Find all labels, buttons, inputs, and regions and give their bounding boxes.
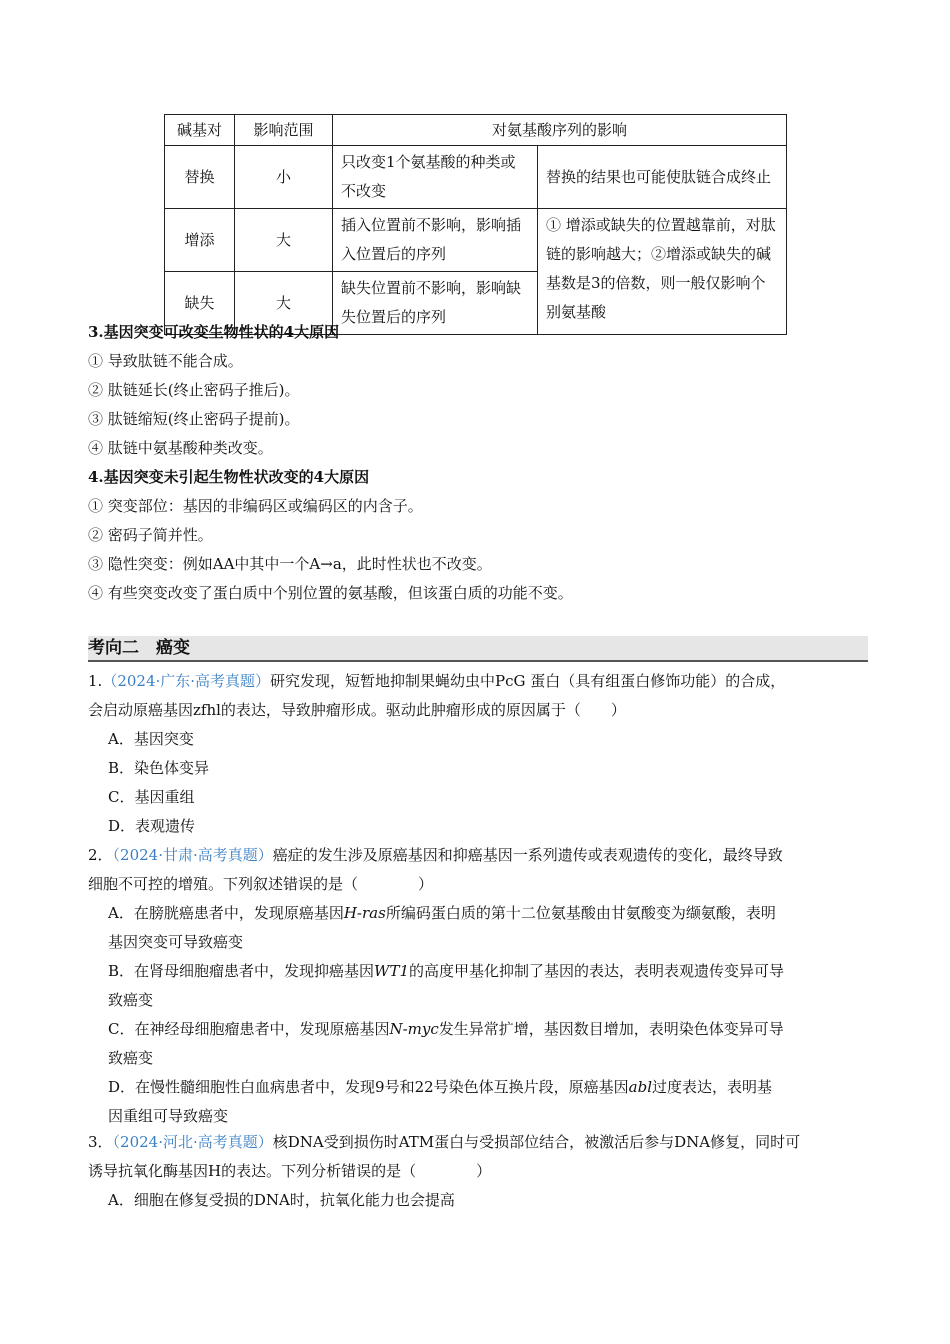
list-item: ① 导致肽链不能合成。 [88, 352, 243, 370]
row-effect: 只改变1个氨基酸的种类或不改变 [333, 146, 538, 209]
question-source: （2024·甘肃·高考真题） [112, 846, 273, 864]
option-a[interactable]: A．细胞在修复受损的DNA时，抗氧化能力也会提高 [108, 1191, 455, 1209]
question-stem [88, 841, 868, 870]
row-type: 增添 [165, 209, 235, 272]
row-type: 缺失 [165, 272, 235, 335]
mutation-effect-table [164, 114, 787, 335]
option-text: 致癌变 [108, 1049, 154, 1067]
question-source: （2024·河北·高考真题） [112, 1133, 273, 1151]
topic-title: 考向二 癌变 [88, 638, 190, 658]
row-effect: 插入位置前不影响，影响插入位置后的序列 [333, 209, 538, 272]
row-range: 小 [235, 146, 333, 209]
list-item: ② 肽链延长(终止密码子推后)。 [88, 381, 300, 399]
question-source: （2024·广东·高考真题） [102, 672, 271, 690]
section-4-title: 4.基因突变未引起生物性状改变的4大原因 [88, 468, 370, 486]
list-item: ② 密码子简并性。 [88, 526, 213, 544]
gene-name: WT1 [374, 962, 409, 980]
option-text: 致癌变 [108, 991, 154, 1009]
section-3-title: 3.基因突变可改变生物性状的4大原因 [88, 323, 340, 341]
option-c[interactable] [88, 1015, 868, 1073]
question-number: 2． [88, 846, 113, 864]
gene-name: abl [628, 1078, 653, 1096]
header-base-pair: 碱基对 [165, 115, 235, 146]
question-1 [88, 667, 868, 841]
option-a[interactable]: A．基因突变 [108, 730, 194, 748]
table-header-row [165, 115, 787, 146]
option-d[interactable] [88, 1073, 868, 1131]
row-type: 替换 [165, 146, 235, 209]
question-stem [88, 667, 868, 696]
option-text: B．在肾母细胞瘤患者中，发现抑癌基因 [108, 962, 375, 980]
section-4 [88, 463, 868, 608]
gene-name: H-ras [343, 904, 386, 922]
option-text: 因重组可导致癌变 [108, 1107, 229, 1125]
option-text: D．在慢性髓细胞性白血病患者中，发现9号和22号染色体互换片段，原癌基因 [108, 1078, 629, 1096]
table-row [165, 146, 787, 209]
table-row [165, 209, 787, 272]
row-range: 大 [235, 209, 333, 272]
option-text: 基因突变可导致癌变 [108, 933, 244, 951]
question-number: 3． [88, 1133, 113, 1151]
merged-note: ① 增添或缺失的位置越靠前，对肽链的影响越大；②增添或缺失的碱基数是3的倍数，则一般仅影响个别氨基酸 [538, 209, 787, 335]
topic-heading [88, 636, 868, 662]
stem-text: 研究发现，短暂地抑制果蝇幼虫中PcG 蛋白（具有组蛋白修饰功能）的合成， [270, 672, 786, 690]
row-range: 大 [235, 272, 333, 335]
row-effect: 缺失位置前不影响，影响缺失位置后的序列 [333, 272, 538, 335]
stem-text: 诱导抗氧化酶基因H的表达。下列分析错误的是（ ） [88, 1162, 492, 1180]
question-3 [88, 1128, 868, 1215]
option-text: A．在膀胱癌患者中，发现原癌基因 [108, 904, 344, 922]
option-b[interactable] [88, 957, 868, 1015]
row-effect-extra: 替换的结果也可能使肽链合成终止 [538, 146, 787, 209]
stem-text: 细胞不可控的增殖。下列叙述错误的是（ ） [88, 875, 434, 893]
list-item: ① 突变部位：基因的非编码区或编码区的内含子。 [88, 497, 423, 515]
option-b[interactable]: B．染色体变异 [108, 759, 210, 777]
stem-text: 癌症的发生涉及原癌基因和抑癌基因一系列遗传或表观遗传的变化，最终导致 [272, 846, 783, 864]
option-text: 所编码蛋白质的第十二位氨基酸由甘氨酸变为缬氨酸，表明 [385, 904, 776, 922]
section-3 [88, 318, 868, 463]
list-item: ④ 肽链中氨基酸种类改变。 [88, 439, 273, 457]
list-item: ④ 有些突变改变了蛋白质中个别位置的氨基酸，但该蛋白质的功能不变。 [88, 584, 573, 602]
list-item: ③ 肽链缩短(终止密码子提前)。 [88, 410, 300, 428]
option-text: C．在神经母细胞瘤患者中，发现原癌基因 [108, 1020, 390, 1038]
option-text: 的高度甲基化抑制了基因的表达，表明表观遗传变异可导 [409, 962, 785, 980]
question-number: 1. [88, 672, 103, 690]
option-text: 发生异常扩增，基因数目增加，表明染色体变异可导 [438, 1020, 784, 1038]
header-range: 影响范围 [235, 115, 333, 146]
option-d[interactable]: D．表观遗传 [108, 817, 196, 835]
stem-text: 核DNA受到损伤时ATM蛋白与受损部位结合，被激活后参与DNA修复，同时可 [272, 1133, 801, 1151]
option-text: 过度表达，表明基 [652, 1078, 773, 1096]
list-item: ③ 隐性突变：例如AA中其中一个A→a，此时性状也不改变。 [88, 555, 492, 573]
question-2 [88, 841, 868, 1131]
header-effect: 对氨基酸序列的影响 [333, 115, 787, 146]
option-a[interactable] [88, 899, 868, 957]
stem-text: 会启动原癌基因zfhl的表达，导致肿瘤形成。驱动此肿瘤形成的原因属于（ ） [88, 701, 626, 719]
option-c[interactable]: C．基因重组 [108, 788, 195, 806]
gene-name: N-myc [389, 1020, 439, 1038]
question-stem [88, 1128, 868, 1157]
